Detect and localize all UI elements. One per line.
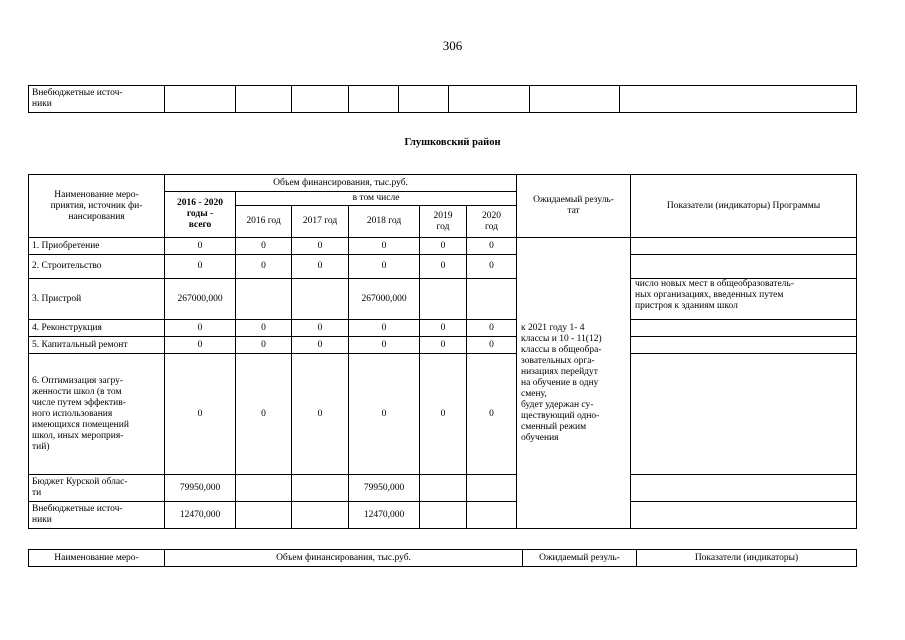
expected-result: к 2021 году 1- 4 классы и 10 - 11(12) классы в общеобра- зовательных орга- низациях перейдут на обучение в одну смену, будет удержан су- ществующий одно- сменный режим обучения: [517, 238, 631, 529]
header-2017: 2017 год: [292, 206, 349, 238]
cell-2018: 0: [349, 320, 420, 337]
cell-2018: 0: [349, 354, 420, 475]
table-cell: [292, 86, 349, 113]
cell-2019: 0: [420, 320, 467, 337]
page-number: 306: [442, 38, 463, 53]
header-name: Наименование меро-: [29, 550, 165, 567]
previous-table-fragment: [28, 85, 857, 113]
cell-2019: 0: [420, 255, 467, 279]
table-row: [29, 255, 857, 279]
cell-2017: [292, 502, 349, 529]
cell-total: 0: [165, 320, 236, 337]
indicator-cell: [631, 337, 857, 354]
cell-2017: [292, 279, 349, 320]
cell-2016: 0: [236, 238, 292, 255]
cell-2020: [467, 279, 517, 320]
cell-2018: 0: [349, 337, 420, 354]
row-label: Внебюджетные источ- ники: [29, 86, 165, 113]
indicator-cell: [631, 255, 857, 279]
cell-2018: 0: [349, 255, 420, 279]
financing-table: [28, 174, 857, 529]
cell-2017: 0: [292, 320, 349, 337]
cell-total: 12470,000: [165, 502, 236, 529]
cell-2018: 79950,000: [349, 475, 420, 502]
cell-2016: 0: [236, 337, 292, 354]
indicator-new-places: число новых мест в общеобразователь- ных организациях, введенных путем пристроя к зданиям школ: [631, 279, 857, 320]
row-name: Внебюджетные источ- ники: [29, 502, 165, 529]
cell-total: 0: [165, 354, 236, 475]
header-2020: 2020 год: [467, 206, 517, 238]
row-name: 1. Приобретение: [29, 238, 165, 255]
row-name: 5. Капитальный ремонт: [29, 337, 165, 354]
cell-2017: [292, 475, 349, 502]
header-including: в том числе: [236, 192, 517, 206]
row-name: Бюджет Курской облас- ти: [29, 475, 165, 502]
cell-2019: 0: [420, 238, 467, 255]
table-cell: [399, 86, 449, 113]
cell-2018: 267000,000: [349, 279, 420, 320]
table-row: [29, 354, 857, 475]
cell-total: 0: [165, 337, 236, 354]
cell-2020: 0: [467, 238, 517, 255]
table-cell: [530, 86, 620, 113]
header-2016: 2016 год: [236, 206, 292, 238]
table-cell: [165, 86, 236, 113]
cell-2019: 0: [420, 337, 467, 354]
next-table-fragment: [28, 549, 857, 567]
cell-2019: [420, 475, 467, 502]
cell-2016: [236, 279, 292, 320]
header-total: 2016 - 2020 годы - всего: [165, 192, 236, 238]
header-2018: 2018 год: [349, 206, 420, 238]
row-name: 4. Реконструкция: [29, 320, 165, 337]
cell-total: 79950,000: [165, 475, 236, 502]
cell-2019: [420, 279, 467, 320]
indicator-cell: [631, 320, 857, 337]
section-title: Глушковский район: [404, 137, 501, 148]
cell-2016: [236, 475, 292, 502]
header-name: Наименование меро- приятия, источник фи- нансирования: [29, 175, 165, 238]
header-indicators: Показатели (индикаторы) Программы: [631, 175, 857, 238]
header-indicators: Показатели (индикаторы): [637, 550, 857, 567]
indicator-cell: [631, 502, 857, 529]
indicator-cell: [631, 354, 857, 475]
cell-2016: 0: [236, 354, 292, 475]
cell-2020: 0: [467, 320, 517, 337]
indicator-cell: [631, 475, 857, 502]
table-cell: [620, 86, 857, 113]
cell-2020: [467, 502, 517, 529]
cell-2020: 0: [467, 337, 517, 354]
table-row: [29, 279, 857, 320]
cell-2020: 0: [467, 354, 517, 475]
table-row: [29, 475, 857, 502]
cell-2019: 0: [420, 354, 467, 475]
table-row: [29, 502, 857, 529]
cell-2017: 0: [292, 238, 349, 255]
cell-2017: 0: [292, 255, 349, 279]
table-cell: [236, 86, 292, 113]
header-result: Ожидаемый резуль- тат: [517, 175, 631, 238]
row-name: 2. Строительство: [29, 255, 165, 279]
cell-2017: 0: [292, 354, 349, 475]
indicator-cell: [631, 238, 857, 255]
row-name: 6. Оптимизация загру- женности школ (в том числе путем эффектив- ного использования имеющихся помещений школ, иных мероприя- тий): [29, 354, 165, 475]
table-row: [29, 238, 857, 255]
header-volume: Объем финансирования, тыс.руб.: [165, 175, 517, 192]
cell-2016: 0: [236, 320, 292, 337]
cell-total: 0: [165, 238, 236, 255]
cell-2019: [420, 502, 467, 529]
header-2019: 2019 год: [420, 206, 467, 238]
table-row: [29, 337, 857, 354]
header-result: Ожидаемый резуль-: [523, 550, 637, 567]
cell-2020: [467, 475, 517, 502]
cell-2016: [236, 502, 292, 529]
row-name: 3. Пристрой: [29, 279, 165, 320]
cell-2020: 0: [467, 255, 517, 279]
cell-total: 267000,000: [165, 279, 236, 320]
cell-2018: 0: [349, 238, 420, 255]
cell-2018: 12470,000: [349, 502, 420, 529]
cell-2017: 0: [292, 337, 349, 354]
table-row: [29, 320, 857, 337]
table-cell: [349, 86, 399, 113]
cell-2016: 0: [236, 255, 292, 279]
cell-total: 0: [165, 255, 236, 279]
table-cell: [449, 86, 530, 113]
header-volume: Объем финансирования, тыс.руб.: [165, 550, 523, 567]
